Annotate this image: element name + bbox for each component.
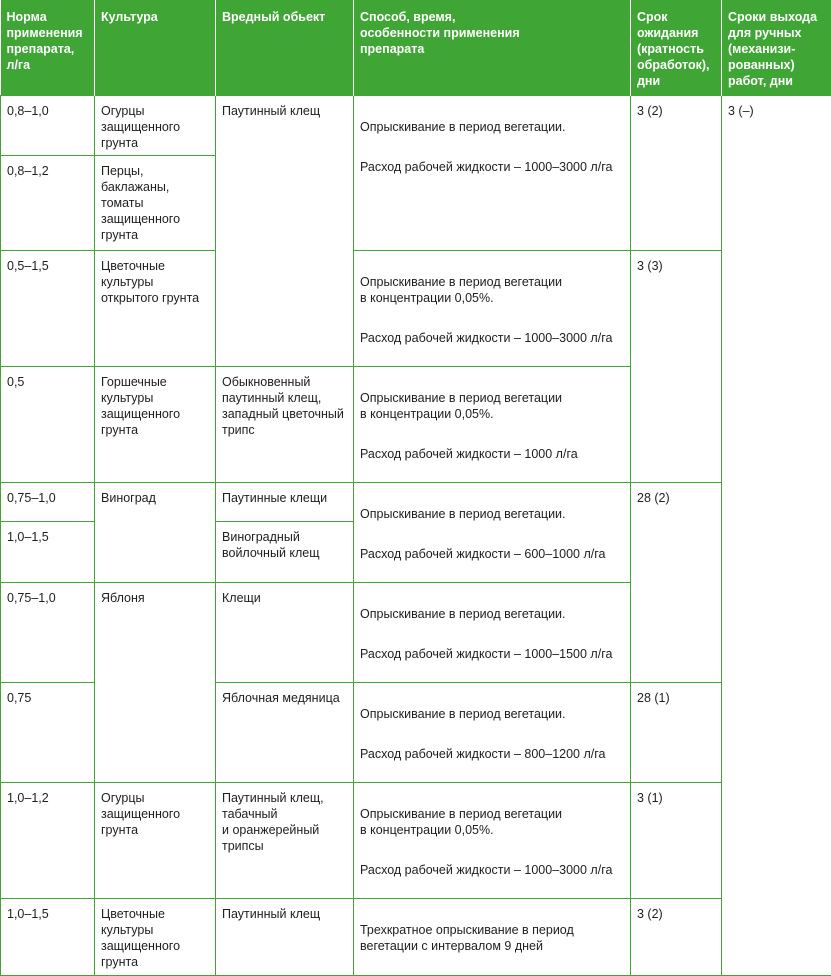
pest-cell: Яблочная медяница [216,683,354,783]
table-row [1,483,831,522]
header-work-exit-period: Сроки выхода для ручных (механизи- рованных) работ, дни [722,0,831,96]
method-line: Расход рабочей жидкости – 1000–3000 л/га [360,159,624,175]
method-cell [354,96,631,251]
waiting-period-cell: 28 (1) [631,683,722,783]
method-line: Опрыскивание в период вегетации в концентрации 0,05%. [360,274,624,306]
rate-cell: 0,5–1,5 [1,251,95,367]
rate-cell: 1,0–1,5 [1,521,95,582]
waiting-period-cell: 3 (3) [631,251,722,483]
pest-cell: Виноградный войлочный клещ [216,521,354,582]
work-exit-cell: 3 (–) [722,96,831,976]
waiting-period-cell: 28 (2) [631,483,722,683]
method-line: Расход рабочей жидкости – 600–1000 л/га [360,546,624,562]
crop-cell: Виноград [95,483,216,583]
crop-cell: Огурцы защищенного грунта [95,96,216,156]
pest-cell: Паутинные клещи [216,483,354,522]
rate-cell: 0,5 [1,367,95,483]
rate-cell: 1,0–1,5 [1,899,95,976]
method-cell [354,899,631,976]
header-crop: Культура [95,0,216,96]
pest-cell: Паутинный клещ, табачный и оранжерейный трипсы [216,783,354,899]
header-method: Способ, время, особенности применения препарата [354,0,631,96]
header-application-rate: Норма применения препарата, л/га [1,0,95,96]
rate-cell: 0,8–1,2 [1,156,95,251]
method-line: Расход рабочей жидкости – 1000–1500 л/га [360,646,624,662]
method-line: Опрыскивание в период вегетации. [360,506,624,522]
header-pest: Вредный обьект [216,0,354,96]
header-row [1,0,831,96]
method-line: Опрыскивание в период вегетации. [360,606,624,622]
rate-cell: 0,8–1,0 [1,96,95,156]
method-cell [354,483,631,583]
table-row [1,96,831,156]
waiting-period-cell: 3 (1) [631,783,722,899]
method-line: Расход рабочей жидкости – 800–1200 л/га [360,746,624,762]
method-cell [354,251,631,367]
table-row [1,783,831,899]
waiting-period-cell: 3 (2) [631,96,722,251]
table-row [1,251,831,367]
method-cell [354,583,631,683]
crop-cell: Цветочные культуры защищенного грунта [95,899,216,976]
crop-cell: Цветочные культуры открытого грунта [95,251,216,367]
rate-cell: 0,75 [1,683,95,783]
method-cell [354,683,631,783]
rate-cell: 1,0–1,2 [1,783,95,899]
crop-cell: Яблоня [95,583,216,783]
method-line: Расход рабочей жидкости – 1000–3000 л/га [360,862,624,878]
rate-cell: 0,75–1,0 [1,483,95,522]
crop-cell: Горшечные культуры защищенного грунта [95,367,216,483]
pest-cell: Обыкновенный паутинный клещ, западный цветочный трипс [216,367,354,483]
method-line: Опрыскивание в период вегетации. [360,119,624,135]
method-cell [354,367,631,483]
pest-cell: Клещи [216,583,354,683]
pest-cell: Паутинный клещ [216,899,354,976]
method-line: Опрыскивание в период вегетации в концентрации 0,05%. [360,806,624,838]
header-waiting-period: Срок ожидания (кратность обработок), дни [631,0,722,96]
crop-cell: Перцы, баклажаны, томаты защищенного грунта [95,156,216,251]
table-row [1,899,831,976]
waiting-period-cell: 3 (2) [631,899,722,976]
pest-cell: Паутинный клещ [216,96,354,367]
method-cell [354,783,631,899]
rate-cell: 0,75–1,0 [1,583,95,683]
method-line: Расход рабочей жидкости – 1000 л/га [360,446,624,462]
method-line: Опрыскивание в период вегетации в концентрации 0,05%. [360,390,624,422]
method-line: Расход рабочей жидкости – 1000–3000 л/га [360,330,624,346]
method-line: Трехкратное опрыскивание в период вегетации с интервалом 9 дней [360,922,624,954]
crop-cell: Огурцы защищенного грунта [95,783,216,899]
method-line: Опрыскивание в период вегетации. [360,706,624,722]
